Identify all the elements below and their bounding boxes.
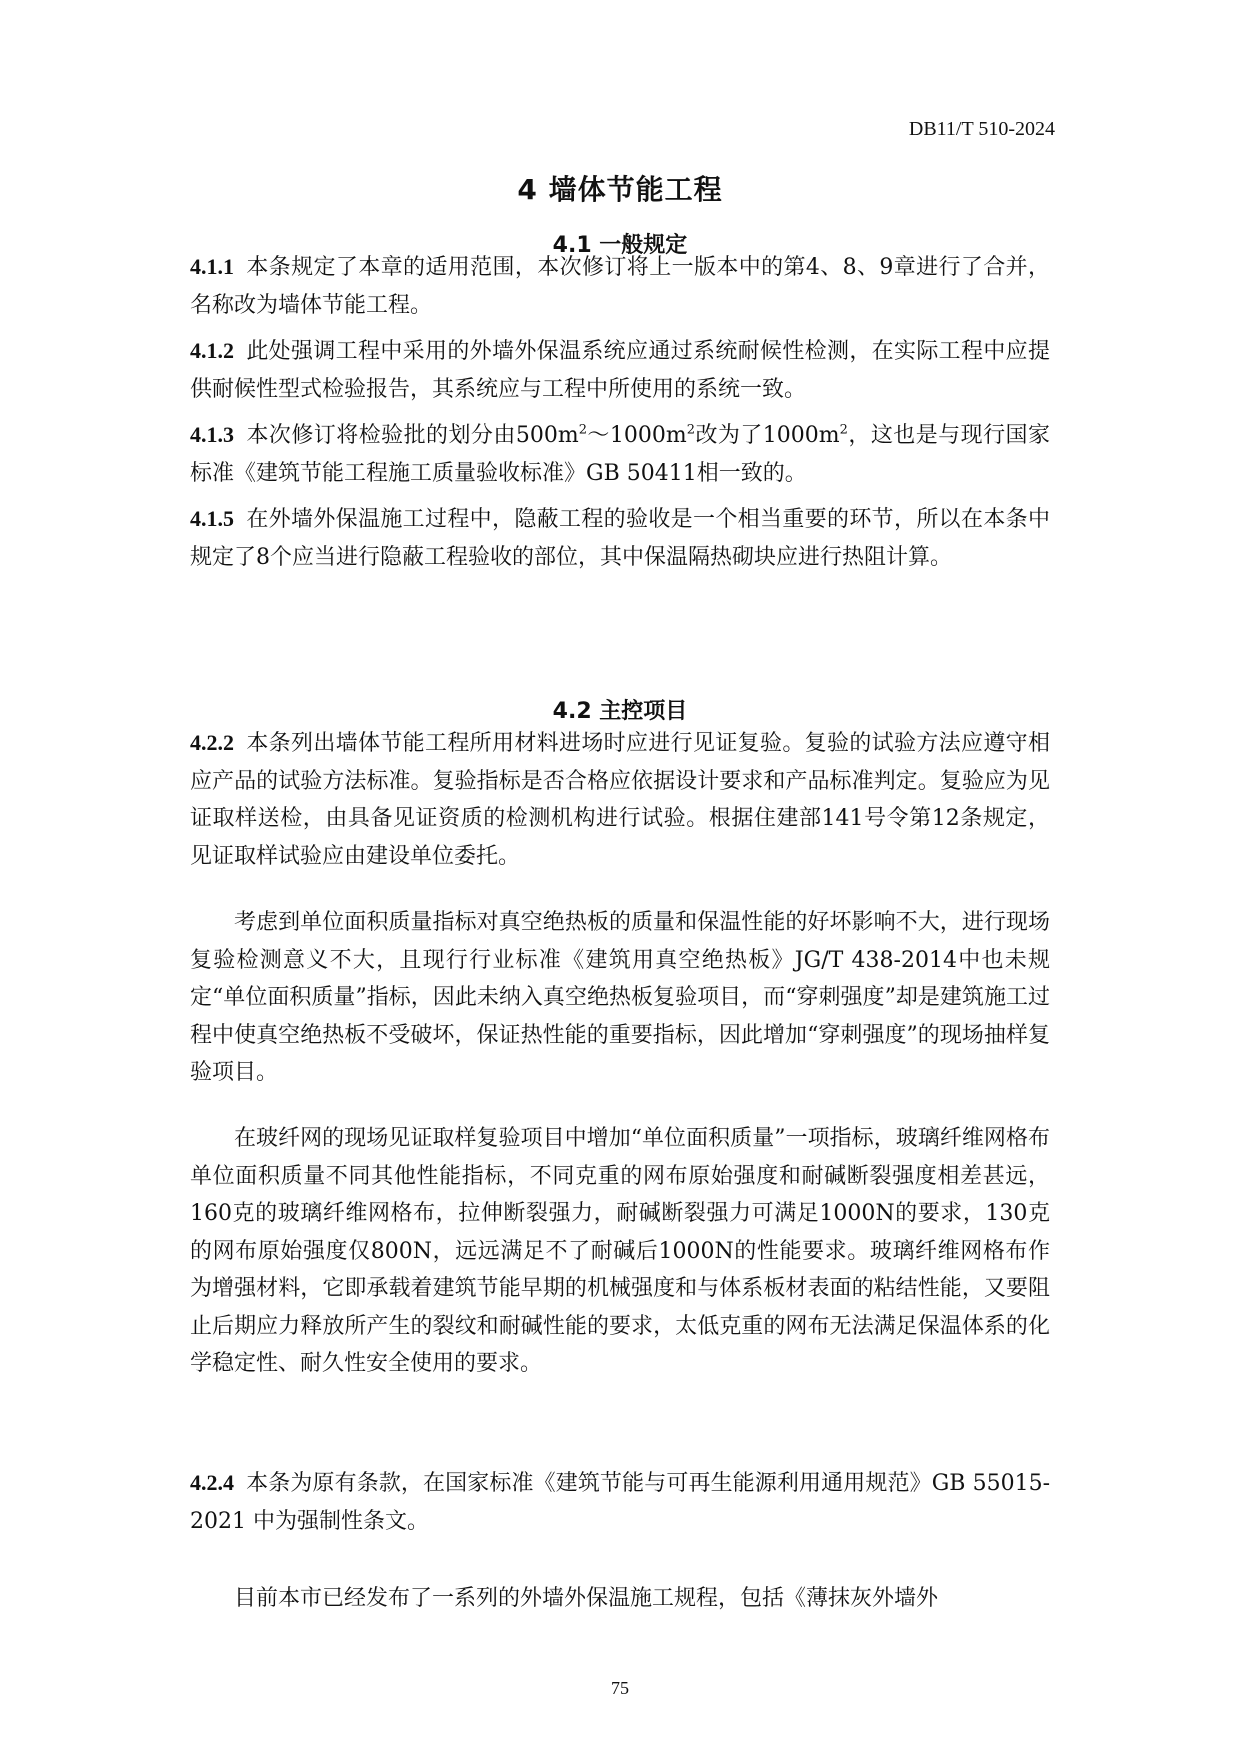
clause-4-1-2 (190, 332, 1050, 408)
paragraph-construction-rules: 目前本市已经发布了一系列的外墙外保温施工规程，包括《薄抹灰外墙外 (234, 1586, 939, 1611)
page-number: 75 (611, 1678, 629, 1698)
clause-text: 本条规定了本章的适用范围，本次修订将上一版本中的第4、8、9章进行了合并，名称改为墙体节能工程。 (190, 255, 1050, 318)
clause-text: 本条列出墙体节能工程所用材料进场时应进行见证复验。复验的试验方法应遵守相应产品的试验方法标准。复验指标是否合格应依据设计要求和产品标准判定。复验应为见证取样送检，由具备见证资质的检测机构进行试验。根据住建部141号令第12条规定，见证取样试验应由建设单位委托。 (190, 731, 1050, 869)
clause-text: 本条为原有条款，在国家标准《建筑节能与可再生能源利用通用规范》GB 55015-2021 中为强制性条文。 (190, 1471, 1050, 1534)
clause-4-2-2 (190, 724, 1050, 875)
clause-number: 4.2.4 (190, 1470, 234, 1495)
section-title-4-1: 4.1 一般规定 (552, 233, 688, 258)
clause-text-part3: 改为了1000m (695, 423, 840, 448)
clause-4-1-3 (190, 416, 1050, 492)
clause-number: 4.1.3 (190, 422, 234, 447)
clause-text: 在外墙外保温施工过程中，隐蔽工程的验收是一个相当重要的环节，所以在本条中规定了8个应当进行隐蔽工程验收的部位，其中保温隔热砌块应进行热阻计算。 (190, 507, 1050, 570)
chapter-title: 4 墙体节能工程 (517, 173, 723, 206)
clause-number: 4.1.5 (190, 506, 234, 531)
clause-4-1-5 (190, 500, 1050, 576)
clause-text-part4: ，这也是与现行国家标准《建筑节能工程施工质量验收标准》GB 50411相一致的。 (190, 423, 1050, 486)
superscript: 2 (686, 422, 695, 438)
clause-text-part2: ～1000m (586, 423, 687, 448)
standard-code: DB11/T 510-2024 (908, 118, 1055, 140)
clause-text: 此处强调工程中采用的外墙外保温系统应通过系统耐候性检测，在实际工程中应提供耐候性型式检验报告，其系统应与工程中所使用的系统一致。 (190, 339, 1050, 402)
clause-number: 4.2.2 (190, 730, 234, 755)
paragraph-vacuum-panel: 考虑到单位面积质量指标对真空绝热板的质量和保温性能的好坏影响不大，进行现场复验检测意义不大，且现行行业标准《建筑用真空绝热板》JG/T 438-2014中也未规定“单位面积质量”指标，因此未纳入真空绝热板复验项目，而“穿刺强度”却是建筑施工过程中使真空绝热板不受破坏，保证热性能的重要指标，因此增加“穿刺强度”的现场抽样复验项目。 (190, 910, 1050, 1085)
clause-4-1-1 (190, 248, 1050, 324)
superscript: 2 (578, 422, 587, 438)
clause-number: 4.1.2 (190, 338, 234, 363)
paragraph-fiberglass-mesh: 在玻纤网的现场见证取样复验项目中增加“单位面积质量”一项指标，玻璃纤维网格布单位面积质量不同其他性能指标，不同克重的网布原始强度和耐碱断裂强度相差甚远，160克的玻璃纤维网格布，拉伸断裂强力，耐碱断裂强力可满足1000N的要求，130克的网布原始强度仅800N，远远满足不了耐碱后1000N的性能要求。玻璃纤维网格布作为增强材料，它即承载着建筑节能早期的机械强度和与体系板材表面的粘结性能，又要阻止后期应力释放所产生的裂纹和耐碱性能的要求，太低克重的网布无法满足保温体系的化学稳定性、耐久性安全使用的要求。 (190, 1126, 1050, 1376)
clause-4-2-4 (190, 1464, 1050, 1540)
section-title-4-2: 4.2 主控项目 (552, 699, 688, 724)
superscript: 2 (839, 422, 848, 438)
clause-text-part1: 本次修订将检验批的划分由500m (246, 423, 579, 448)
clause-number: 4.1.1 (190, 254, 234, 279)
